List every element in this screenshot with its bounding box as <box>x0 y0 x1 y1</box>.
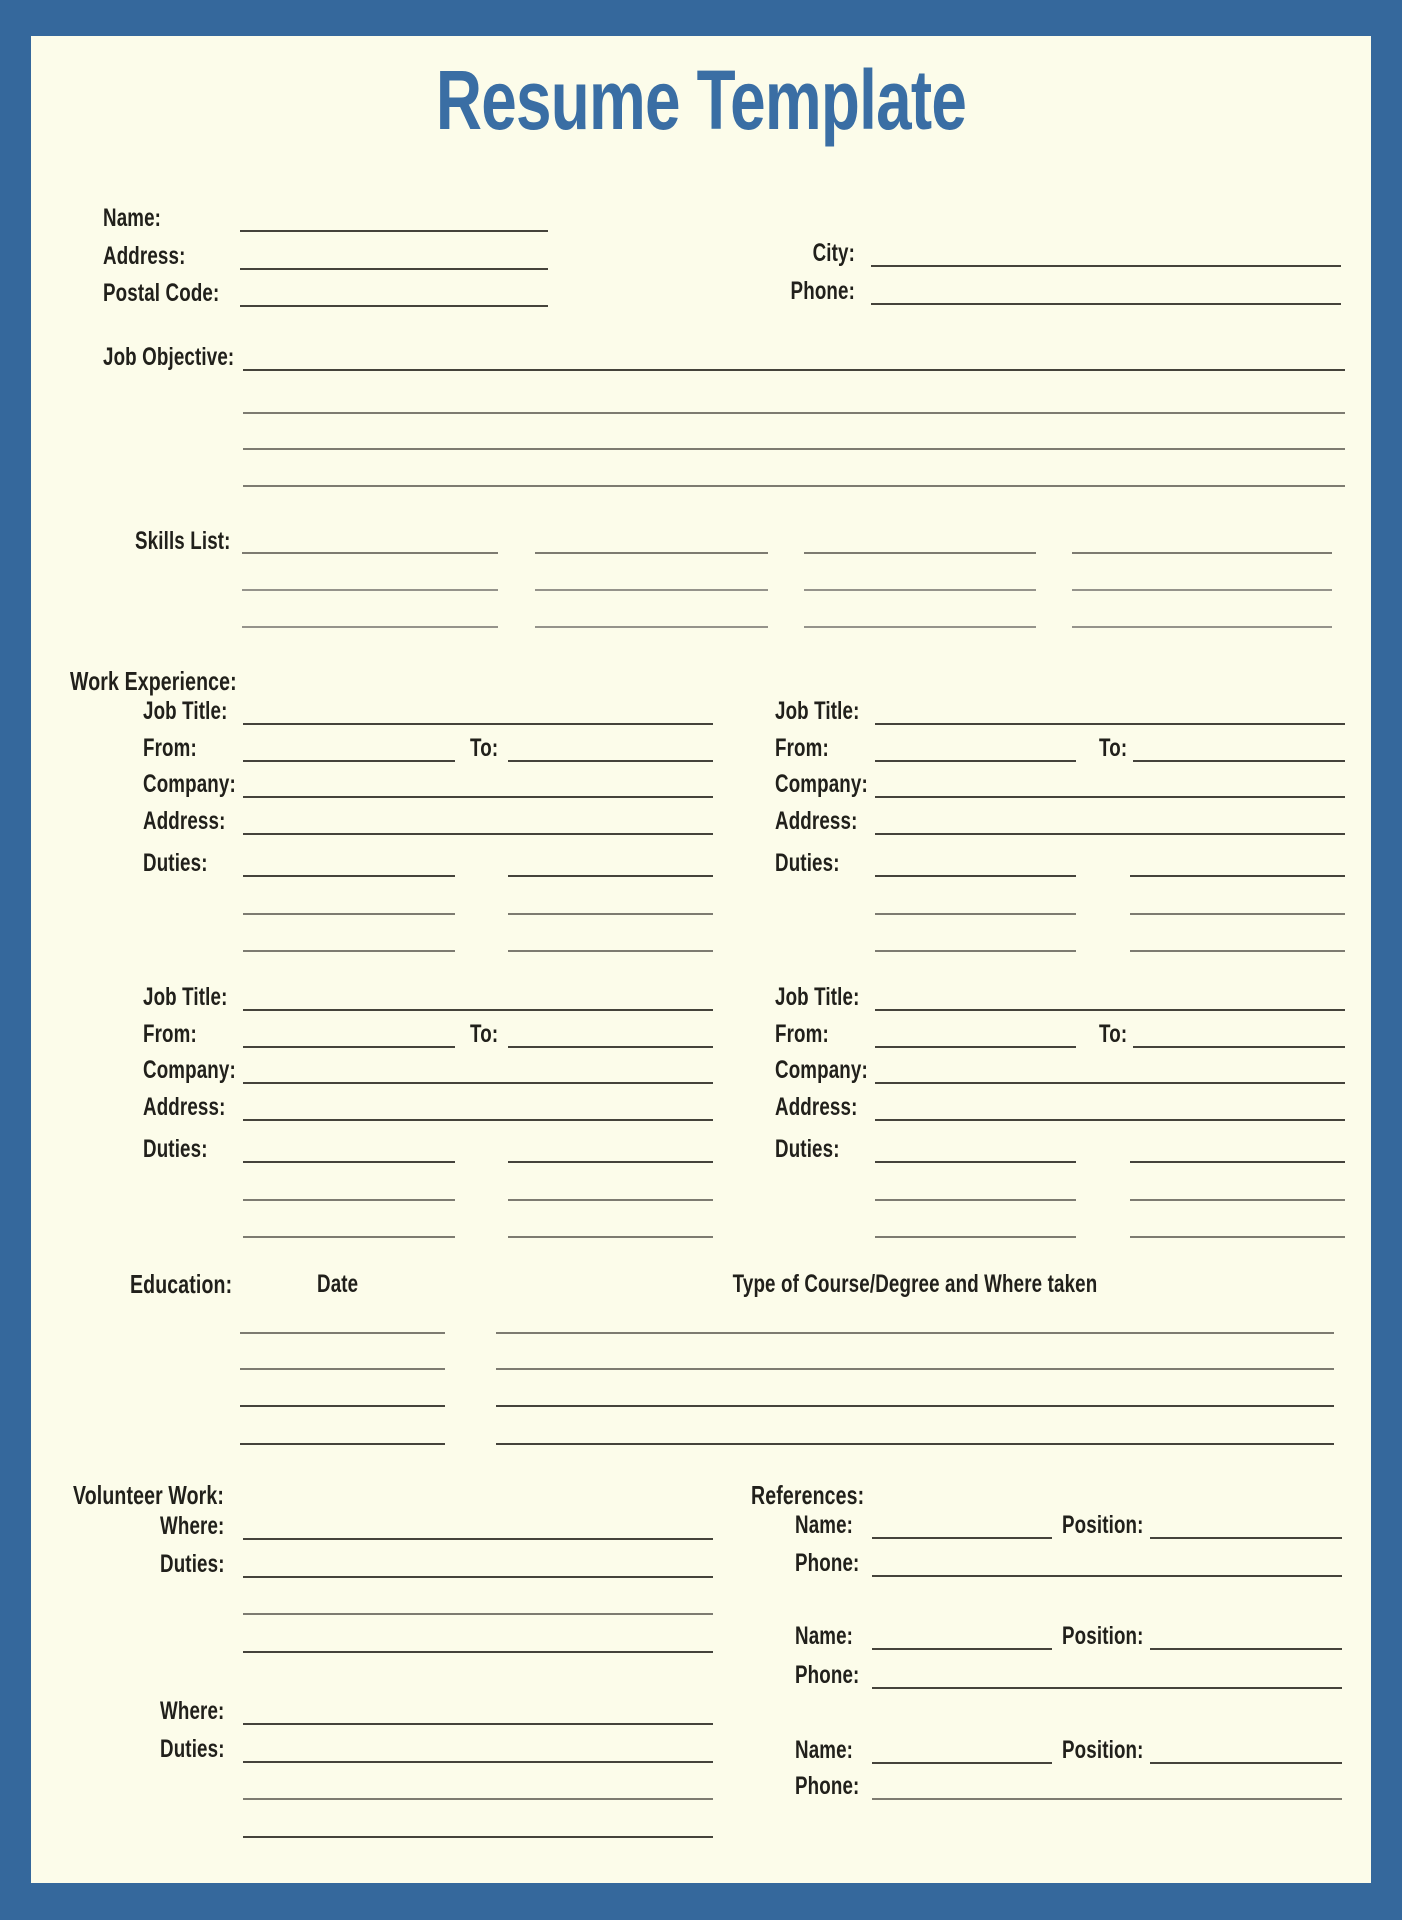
volunteer-duties-field[interactable] <box>243 1651 713 1653</box>
address-field[interactable] <box>240 268 548 270</box>
duties-label: Duties: <box>143 849 208 877</box>
duties-field[interactable] <box>1130 875 1345 877</box>
address-label: Address: <box>143 807 226 835</box>
volunteer-duties-field[interactable] <box>243 1613 713 1615</box>
duties-field[interactable] <box>1130 950 1345 952</box>
to-label: To: <box>1099 1020 1128 1048</box>
duties-label: Duties: <box>143 1135 208 1163</box>
reference-phone-label: Phone: <box>795 1661 860 1689</box>
from-label: From: <box>143 734 197 762</box>
job-title-field[interactable] <box>875 1009 1345 1011</box>
education-date-field[interactable] <box>240 1443 445 1445</box>
references-heading: References: <box>751 1480 865 1510</box>
education-course-field[interactable] <box>496 1332 1334 1334</box>
job-block <box>0 695 1402 981</box>
phone-label: Phone: <box>790 277 855 305</box>
company-label: Company: <box>775 770 868 798</box>
education-course-field[interactable] <box>496 1405 1334 1407</box>
from-field[interactable] <box>875 760 1076 762</box>
skills-list-label: Skills List: <box>135 527 231 555</box>
to-field[interactable] <box>1133 1046 1345 1048</box>
reference-phone-label: Phone: <box>795 1772 860 1800</box>
job-title-label: Job Title: <box>143 983 228 1011</box>
company-label: Company: <box>775 1056 868 1084</box>
education-label: Education: <box>130 1269 233 1299</box>
reference-position-field[interactable] <box>1150 1537 1342 1539</box>
job-objective-field[interactable] <box>243 369 1345 371</box>
education-date-field[interactable] <box>240 1332 445 1334</box>
reference-name-field[interactable] <box>872 1648 1052 1650</box>
page-title: Resume Template <box>435 53 967 147</box>
skill-field[interactable] <box>1072 589 1332 591</box>
skill-field[interactable] <box>1072 552 1332 554</box>
reference-position-field[interactable] <box>1150 1762 1342 1764</box>
education-date-header: Date <box>317 1270 359 1298</box>
duties-field[interactable] <box>875 875 1076 877</box>
education-course-field[interactable] <box>496 1443 1334 1445</box>
to-label: To: <box>470 1020 499 1048</box>
skill-field[interactable] <box>804 626 1036 628</box>
name-label: Name: <box>103 204 162 232</box>
city-label: City: <box>812 239 855 267</box>
skill-field[interactable] <box>804 552 1036 554</box>
volunteer-duties-label: Duties: <box>160 1550 225 1578</box>
to-field[interactable] <box>1133 760 1345 762</box>
job-objective-field[interactable] <box>243 448 1345 450</box>
duties-field[interactable] <box>1130 913 1345 915</box>
education-course-header: Type of Course/Degree and Where taken <box>732 1270 1098 1298</box>
volunteer-duties-label: Duties: <box>160 1735 225 1763</box>
job-title-label: Job Title: <box>143 697 228 725</box>
reference-position-field[interactable] <box>1150 1648 1342 1650</box>
to-label: To: <box>470 734 499 762</box>
duties-field[interactable] <box>875 950 1076 952</box>
reference-name-label: Name: <box>795 1511 854 1539</box>
reference-name-field[interactable] <box>872 1762 1052 1764</box>
reference-phone-field[interactable] <box>872 1798 1342 1800</box>
company-field[interactable] <box>875 796 1345 798</box>
work-experience-heading: Work Experience: <box>70 666 237 696</box>
duties-field[interactable] <box>1130 1236 1345 1238</box>
volunteer-where-label: Where: <box>160 1697 225 1725</box>
volunteer-work-heading: Volunteer Work: <box>73 1480 225 1510</box>
duties-field[interactable] <box>875 1199 1076 1201</box>
duties-field[interactable] <box>875 1236 1076 1238</box>
skill-field[interactable] <box>242 626 498 628</box>
skill-field[interactable] <box>535 589 768 591</box>
reference-phone-field[interactable] <box>872 1575 1342 1577</box>
address-field[interactable] <box>875 833 1345 835</box>
address-label: Address: <box>775 807 858 835</box>
duties-field[interactable] <box>1130 1161 1345 1163</box>
reference-position-label: Position: <box>1062 1622 1144 1650</box>
duties-label: Duties: <box>775 849 840 877</box>
address-label: Address: <box>143 1093 226 1121</box>
from-label: From: <box>143 1020 197 1048</box>
duties-label: Duties: <box>775 1135 840 1163</box>
skill-field[interactable] <box>804 589 1036 591</box>
duties-field[interactable] <box>1130 1199 1345 1201</box>
postal-code-label: Postal Code: <box>103 279 220 307</box>
job-block <box>0 981 1402 1267</box>
company-label: Company: <box>143 770 236 798</box>
duties-field[interactable] <box>875 1161 1076 1163</box>
reference-name-label: Name: <box>795 1622 854 1650</box>
reference-phone-label: Phone: <box>795 1549 860 1577</box>
skill-field[interactable] <box>242 589 498 591</box>
company-field[interactable] <box>875 1082 1345 1084</box>
from-label: From: <box>775 734 829 762</box>
name-field[interactable] <box>240 230 548 232</box>
volunteer-where-field[interactable] <box>243 1538 713 1540</box>
education-date-field[interactable] <box>240 1368 445 1370</box>
skill-field[interactable] <box>1072 626 1332 628</box>
reference-position-label: Position: <box>1062 1511 1144 1539</box>
skill-field[interactable] <box>242 552 498 554</box>
address-label: Address: <box>775 1093 858 1121</box>
volunteer-where-field[interactable] <box>243 1723 713 1725</box>
job-objective-field[interactable] <box>243 412 1345 414</box>
volunteer-where-label: Where: <box>160 1512 225 1540</box>
reference-name-label: Name: <box>795 1736 854 1764</box>
address-label: Address: <box>103 242 186 270</box>
volunteer-duties-field[interactable] <box>243 1798 713 1800</box>
education-course-field[interactable] <box>496 1368 1334 1370</box>
job-title-field[interactable] <box>875 723 1345 725</box>
skill-field[interactable] <box>535 626 768 628</box>
address-field[interactable] <box>875 1119 1345 1121</box>
volunteer-duties-field[interactable] <box>243 1761 713 1763</box>
from-label: From: <box>775 1020 829 1048</box>
company-label: Company: <box>143 1056 236 1084</box>
reference-phone-field[interactable] <box>872 1687 1342 1689</box>
volunteer-duties-field[interactable] <box>243 1576 713 1578</box>
phone-field[interactable] <box>871 303 1341 305</box>
postal-code-field[interactable] <box>240 305 548 307</box>
to-label: To: <box>1099 734 1128 762</box>
city-field[interactable] <box>871 265 1341 267</box>
from-field[interactable] <box>875 1046 1076 1048</box>
volunteer-duties-field[interactable] <box>243 1836 713 1838</box>
reference-position-label: Position: <box>1062 1736 1144 1764</box>
duties-field[interactable] <box>875 913 1076 915</box>
job-title-label: Job Title: <box>775 697 860 725</box>
education-date-field[interactable] <box>240 1405 445 1407</box>
job-objective-label: Job Objective: <box>103 343 235 371</box>
skill-field[interactable] <box>535 552 768 554</box>
job-objective-field[interactable] <box>243 485 1345 487</box>
reference-name-field[interactable] <box>872 1537 1052 1539</box>
job-title-label: Job Title: <box>775 983 860 1011</box>
